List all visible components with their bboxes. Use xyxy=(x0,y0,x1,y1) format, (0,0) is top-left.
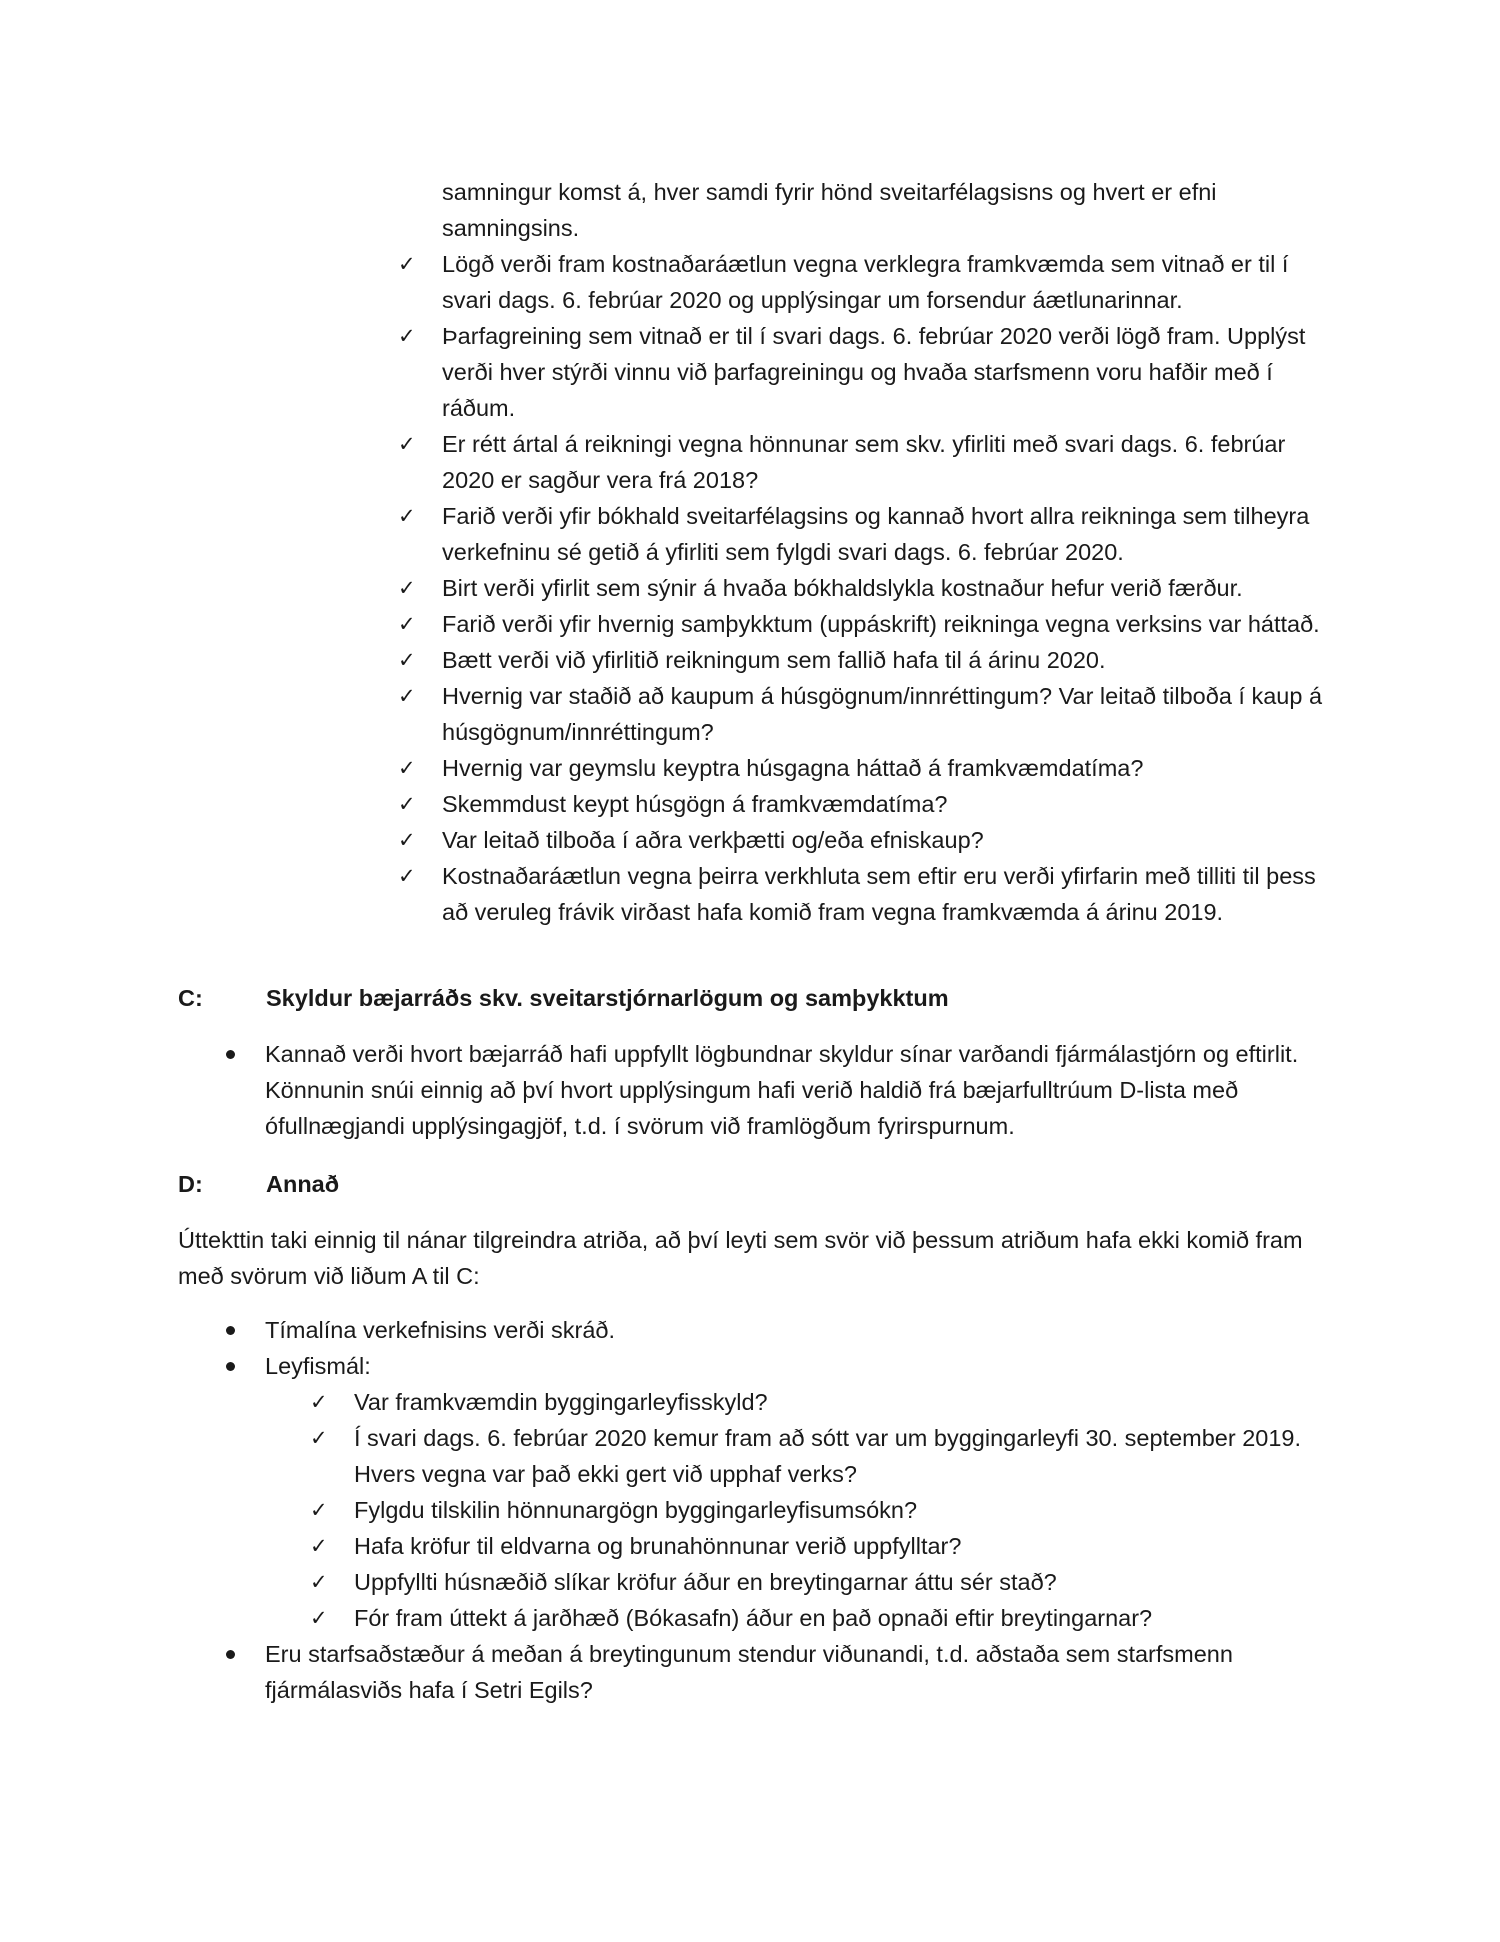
checkmark-icon: ✓ xyxy=(398,324,416,348)
section-d-intro: Úttekttin taki einnig til nánar tilgreindra atriða, að því leyti sem svör við þessum atriðum hafa ekki komið fram með svörum við liðum A til C: xyxy=(178,1227,1303,1289)
checkmark-icon: ✓ xyxy=(398,252,416,276)
checkmark-icon: ✓ xyxy=(398,432,416,456)
section-c-heading xyxy=(178,980,1378,1016)
checkmark-icon: ✓ xyxy=(398,612,416,636)
checkmark-icon: ✓ xyxy=(398,684,416,708)
list-item: ✓ Þarfagreining sem vitnað er til í svari dags. 6. febrúar 2020 verði lögð fram. Upplýst verði hver stýrði vinnu við þarfagreiningu og hvaða starfsmenn voru hafðir með í ráðum. xyxy=(398,318,1342,426)
list-item: ✓ Hvernig var geymslu keyptra húsgagna háttað á framkvæmdatíma? xyxy=(398,750,1342,786)
list-item: ✓ Í svari dags. 6. febrúar 2020 kemur fram að sótt var um byggingarleyfi 30. september 2019. Hvers vegna var það ekki gert við upphaf verks? xyxy=(310,1420,1320,1492)
bullet-icon xyxy=(226,1362,235,1371)
list-item: ✓ Birt verði yfirlit sem sýnir á hvaða bókhaldslykla kostnaður hefur verið færður. xyxy=(398,570,1342,606)
list-item: Eru starfsaðstæður á meðan á breytingunum stendur viðunandi, t.d. aðstaða sem starfsmenn fjármálasviðs hafa í Setri Egils? xyxy=(221,1636,1317,1708)
section-d-letter: D: xyxy=(178,1171,203,1197)
list-item: ✓ Bætt verði við yfirlitið reikningum sem fallið hafa til á árinu 2020. xyxy=(398,642,1342,678)
section-d-bullet-list xyxy=(221,1312,1317,1384)
section-b-check-list xyxy=(398,246,1342,930)
checkmark-icon: ✓ xyxy=(398,648,416,672)
checkmark-icon: ✓ xyxy=(398,576,416,600)
list-item: ✓ Farið verði yfir bókhald sveitarfélagsins og kannað hvort allra reikninga sem tilheyra verkefninu sé getið á yfirliti sem fylgdi svari dags. 6. febrúar 2020. xyxy=(398,498,1342,570)
list-item: ✓ Farið verði yfir hvernig samþykktum (uppáskrift) reikninga vegna verksins var háttað. xyxy=(398,606,1342,642)
list-item: Leyfismál: xyxy=(221,1348,1317,1384)
list-item: ✓ Fór fram úttekt á jarðhæð (Bókasafn) áður en það opnaði eftir breytingarnar? xyxy=(310,1600,1320,1636)
checkmark-icon: ✓ xyxy=(310,1426,328,1450)
checkmark-icon: ✓ xyxy=(398,756,416,780)
checkmark-icon: ✓ xyxy=(310,1534,328,1558)
list-item: ✓ Er rétt ártal á reikningi vegna hönnunar sem skv. yfirliti með svari dags. 6. febrúar 2020 er sagður vera frá 2018? xyxy=(398,426,1342,498)
bullet-icon xyxy=(226,1650,235,1659)
checkmark-icon: ✓ xyxy=(398,504,416,528)
checkmark-icon: ✓ xyxy=(310,1498,328,1522)
checkmark-icon: ✓ xyxy=(398,864,416,888)
list-item: Kannað verði hvort bæjarráð hafi uppfyllt lögbundnar skyldur sínar varðandi fjármálastjórn og eftirlit. Könnunin snúi einnig að því hvort upplýsingum hafi verið haldið frá bæjarfulltrúum D-lista með ófullnægjandi upplýsingagjöf, t.d. í svörum við framlögðum fyrirspurnum. xyxy=(221,1036,1317,1144)
section-d-heading xyxy=(178,1166,1378,1202)
list-item: Tímalína verkefnisins verði skráð. xyxy=(221,1312,1317,1348)
list-item: ✓ Hafa kröfur til eldvarna og brunahönnunar verið uppfylltar? xyxy=(310,1528,1320,1564)
section-c-letter: C: xyxy=(178,985,203,1011)
list-item: ✓ Var leitað tilboða í aðra verkþætti og/eða efniskaup? xyxy=(398,822,1342,858)
bullet-icon xyxy=(226,1050,235,1059)
bullet-icon xyxy=(226,1326,235,1335)
list-item: ✓ Hvernig var staðið að kaupum á húsgögnum/innréttingum? Var leitað tilboða í kaup á húsgögnum/innréttingum? xyxy=(398,678,1342,750)
section-c-bullet-list xyxy=(221,1036,1317,1144)
list-item: ✓ Lögð verði fram kostnaðaráætlun vegna verklegra framkvæmda sem vitnað er til í svari dags. 6. febrúar 2020 og upplýsingar um forsendur áætlunarinnar. xyxy=(398,246,1342,318)
list-item: ✓ Fylgdu tilskilin hönnunargögn byggingarleyfisumsókn? xyxy=(310,1492,1320,1528)
checkmark-icon: ✓ xyxy=(310,1606,328,1630)
list-item: ✓ Skemmdust keypt húsgögn á framkvæmdatíma? xyxy=(398,786,1342,822)
leyfismal-check-list xyxy=(310,1384,1320,1636)
checkmark-icon: ✓ xyxy=(398,828,416,852)
list-item: ✓ Kostnaðaráætlun vegna þeirra verkhluta sem eftir eru verði yfirfarin með tilliti til þess að veruleg frávik virðast hafa komið fram vegna framkvæmda á árinu 2019. xyxy=(398,858,1342,930)
list-item: ✓ Var framkvæmdin byggingarleyfisskyld? xyxy=(310,1384,1320,1420)
section-c-title: Skyldur bæjarráðs skv. sveitarstjórnarlögum og samþykktum xyxy=(266,985,949,1011)
section-d-bullet-list-last xyxy=(221,1636,1317,1708)
section-d-title: Annað xyxy=(266,1171,340,1197)
list-item: ✓ Uppfyllti húsnæðið slíkar kröfur áður en breytingarnar áttu sér stað? xyxy=(310,1564,1320,1600)
list-item-continuation: samningur komst á, hver samdi fyrir hönd sveitarfélagsisns og hvert er efni samningsins. xyxy=(442,179,1217,241)
checkmark-icon: ✓ xyxy=(310,1390,328,1414)
checkmark-icon: ✓ xyxy=(398,792,416,816)
checkmark-icon: ✓ xyxy=(310,1570,328,1594)
